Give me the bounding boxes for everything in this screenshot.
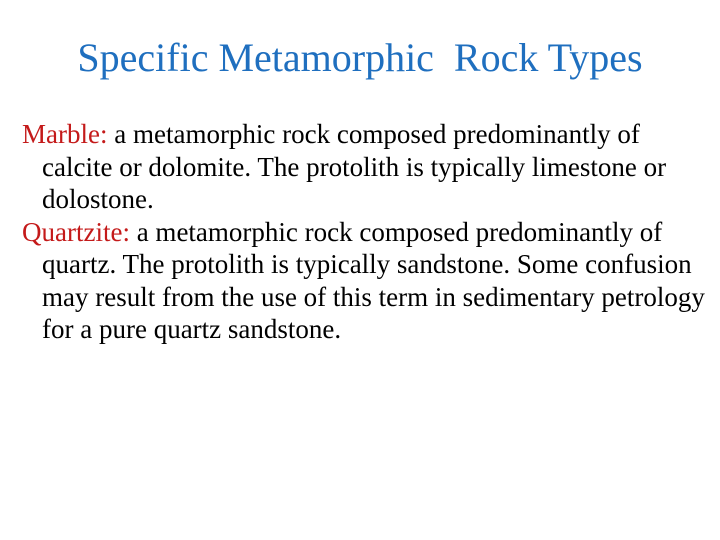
definition-text-quartzite: a metamorphic rock composed predominantly of quartz. The protolith is typically sandstone. Some confusion may result from the use of this term in sedimentary petrology for a pure quartz sandstone. [42,216,705,344]
slide-body [22,118,712,346]
definition-term-marble: Marble: [22,119,108,149]
definition-text-marble: a metamorphic rock composed predominantly of calcite or dolomite. The protolith is typically limestone or dolostone. [42,119,667,214]
slide-title: Specific Metamorphic Rock Types [77,35,643,80]
definition-term-quartzite: Quartzite: [22,216,130,247]
definition-quartzite [22,216,712,346]
definition-marble [22,118,712,216]
